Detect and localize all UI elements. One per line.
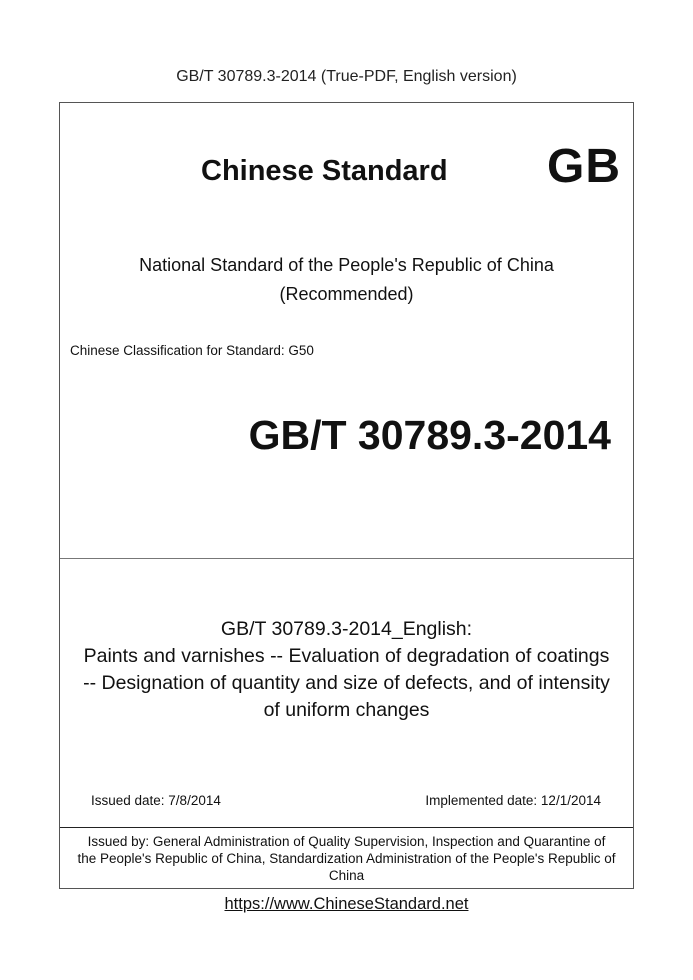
issuer-section xyxy=(60,827,633,890)
issuer-line: China xyxy=(328,868,365,883)
recommended-label: (Recommended) xyxy=(279,284,414,304)
cover-middle-section xyxy=(60,558,633,828)
gb-mark: GB xyxy=(547,140,621,193)
document-title-line: of uniform changes xyxy=(263,699,430,721)
document-title-line: GB/T 30789.3-2014_English: xyxy=(220,618,473,640)
issuer-line: the People's Republic of China, Standardization Administration of the People's Republic of xyxy=(77,851,616,866)
website-link[interactable]: https://www.ChineseStandard.net xyxy=(224,895,469,913)
website-footer xyxy=(0,895,693,914)
issuer-text xyxy=(60,833,633,884)
implemented-date: Implemented date: 12/1/2014 xyxy=(425,793,601,808)
cover-frame xyxy=(59,102,634,889)
chinese-standard-heading: Chinese Standard xyxy=(201,155,448,187)
document-title-line: -- Designation of quantity and size of defects, and of intensity xyxy=(83,672,610,694)
national-title-line: National Standard of the People's Republic of China xyxy=(139,255,554,275)
classification-text: Chinese Classification for Standard: G50 xyxy=(70,343,314,358)
cover-top-section xyxy=(60,103,633,559)
issuer-line: Issued by: General Administration of Quality Supervision, Inspection and Quarantine of xyxy=(87,834,606,849)
national-standard-title xyxy=(60,251,633,309)
document-title-line: Paints and varnishes -- Evaluation of degradation of coatings xyxy=(83,645,610,667)
page-header: GB/T 30789.3-2014 (True-PDF, English version) xyxy=(176,68,517,85)
standard-number: GB/T 30789.3-2014 xyxy=(248,412,611,458)
document-title xyxy=(60,616,633,724)
issued-date: Issued date: 7/8/2014 xyxy=(91,793,221,808)
